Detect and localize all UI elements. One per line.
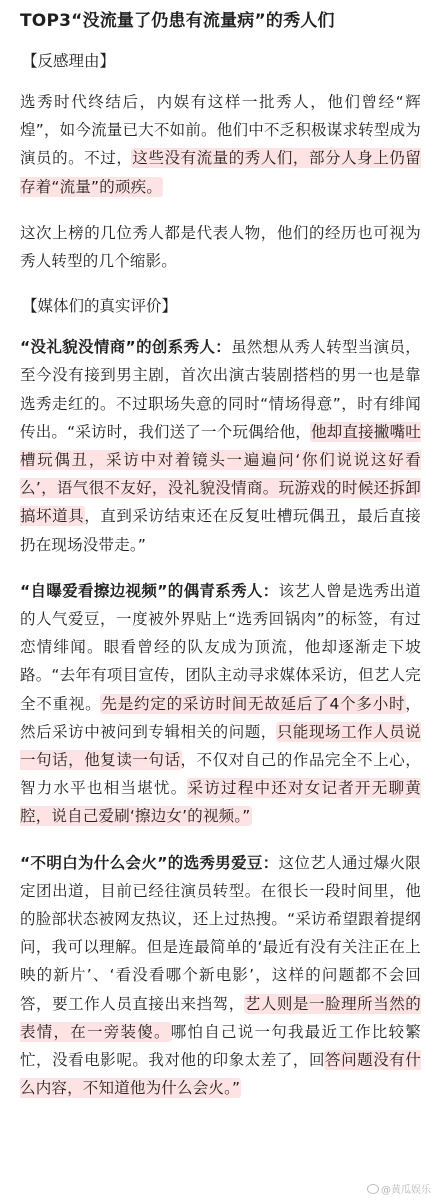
- body-text: 这位艺人通过爆火限定团出道，目前已经往演员转型。在很长一段时间里，他的脸部状态被网友热议，还上过热搜。“采访希望跟着提纲问，我可以理解。但是连最简单的‘最近有没有关注正在上映的新片’、‘看没看哪个新电影’，这样的问题都不会回答，要工作人员直接出来挡驾，: [20, 853, 421, 1013]
- body-text: 选秀时代终结后，内娱有这样一批秀人，他们曾经“辉煌”，如今流量已大不如前。他们中不乏积极谋求转型成为演员的。不过，: [20, 93, 421, 168]
- review-paragraph-2: [20, 577, 421, 831]
- watermark-text: @黄瓜娱乐: [381, 1185, 431, 1196]
- watermark: [367, 1181, 431, 1196]
- article-title: TOP3“没流量了仍患有流量病”的秀人们: [20, 11, 335, 31]
- body-text: ，直到采访结束还在反复吐槽玩偶丑，最后直接扔在现场没带走。”: [20, 507, 421, 554]
- section-heading-reason: 【反感理由】: [22, 52, 116, 70]
- body-text: ，不仅对自己的作品完全不上心，智力水平也相当堪忧。: [20, 751, 421, 798]
- body-text: ，然后采访中被问到专辑相关的问题，: [20, 694, 421, 741]
- body-text: 该艺人曾是选秀出道的人气爱豆，一度被外界贴上“选秀回锅肉”的标签，有过恋情绯闻。眼看曾经的队友成为顶流，他却逐渐走下坡路。“去年有项目宣传，团队主动寻求媒体采访，但艺人完全不重视。: [20, 581, 421, 713]
- highlighted-text: 答问题没有什么内容，不知道他为什么会火。”: [20, 1051, 421, 1098]
- subject-label: “没礼貌没情商”的创系秀人：: [20, 338, 232, 357]
- body-text: 虽然想从秀人转型当演员，至今没有接到男主剧，首次出演古装剧搭档的男一也是靠选秀走红的。不过职场失意的同时“情场得意”，时有绯闻传出。“采访时，我们送了一个玩偶给他，: [20, 338, 421, 441]
- highlighted-text: 艺人则是一脸理所当然的表情，在一旁装傻。: [20, 994, 422, 1041]
- body-text: 哪怕自己说一句我最近工作比较繁忙，没看电影呢。我对他的印象太差了，回: [20, 1022, 421, 1070]
- highlighted-text: 他却直接撇嘴吐槽玩偶丑，采访中对着镜头一遍遍问‘你们说说这好看么’，语气很不友好，没礼貌没情商。玩游戏的时候还拆卸搞坏道具: [20, 422, 421, 526]
- section-heading-media: 【媒体们的真实评价】: [22, 297, 178, 316]
- weibo-icon: [367, 1184, 379, 1194]
- highlighted-text: 只能现场工作人员说一句话，他复读一句话: [20, 722, 421, 770]
- highlighted-text: 采访过程中还对女记者开无聊黄腔，说自己爱刷‘擦边女’的视频。”: [20, 779, 421, 826]
- intro-paragraph-1: [20, 88, 421, 201]
- highlighted-text: 这些没有流量的秀人们，部分人身上仍留存着“流量”的顽疾。: [20, 149, 422, 196]
- intro-paragraph-2: [20, 219, 421, 275]
- body-text: 这次上榜的几位秀人都是代表人物，他们的经历也可视为秀人转型的几个缩影。: [20, 223, 421, 271]
- highlighted-text: 先是约定的采访时间无故延后了4个多小时: [101, 694, 406, 713]
- subject-label: “不明白为什么会火”的选秀男爱豆：: [20, 853, 279, 872]
- subject-label: “自曝爱看擦边视频”的偶青系秀人：: [20, 581, 279, 600]
- review-paragraph-3: [20, 849, 421, 1103]
- review-paragraph-1: [20, 333, 421, 559]
